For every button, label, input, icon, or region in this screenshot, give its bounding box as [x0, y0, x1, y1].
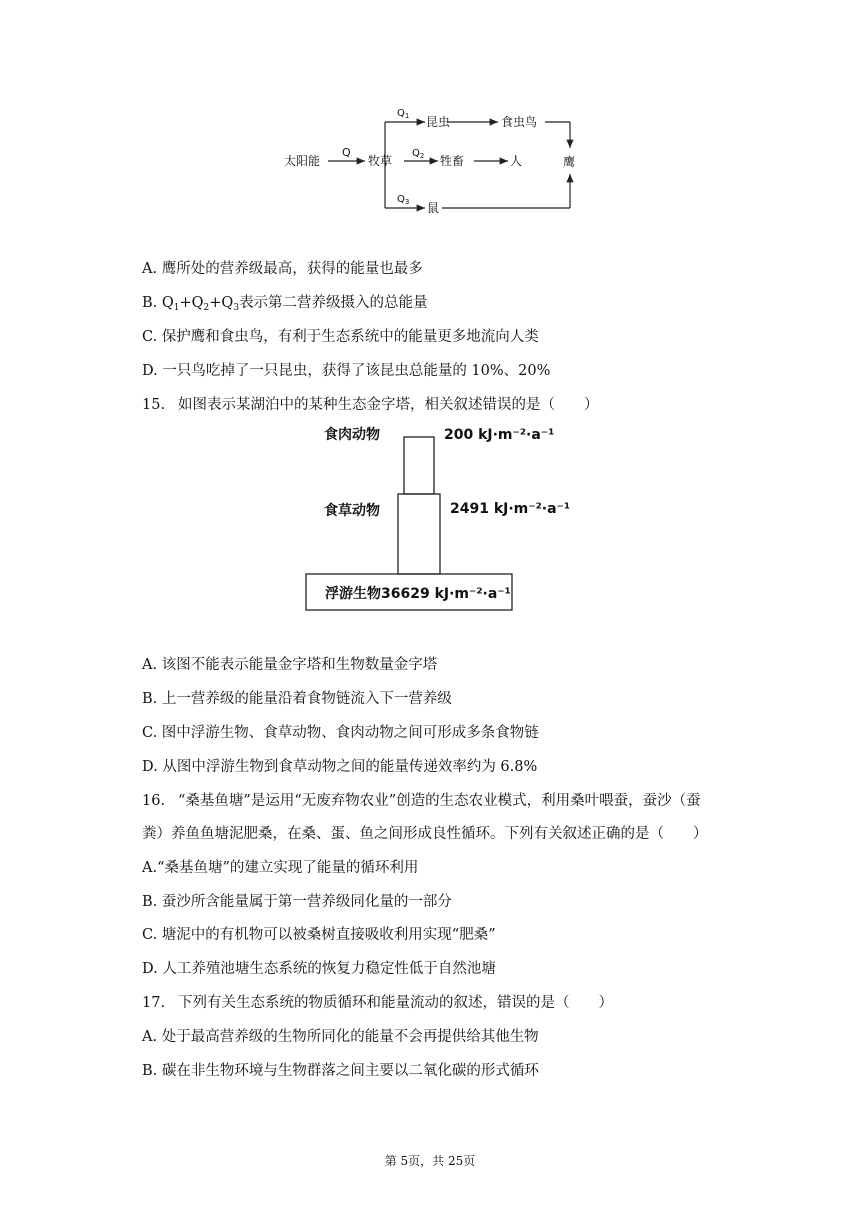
node-eagle: 鹰 — [563, 155, 576, 169]
q15-option-d: D. 从图中浮游生物到食草动物之间的能量传递效率约为 6.8% — [142, 759, 538, 775]
pyramid-top-label: 食肉动物 — [324, 427, 380, 443]
node-bird: 食虫鸟 — [501, 115, 538, 129]
page-footer: 第 5页，共 25页 — [384, 1154, 476, 1168]
q15-number: 15. — [142, 397, 166, 413]
q16-option-c: C. 塘泥中的有机物可以被桑树直接吸收利用实现“肥桑” — [142, 927, 496, 943]
q15-stem: 15. 如图表示某湖泊中的某种生态金字塔，相关叙述错误的是（ ） — [142, 397, 599, 413]
food-web-diagram — [0, 0, 860, 230]
label-q3: $Q_3$ — [397, 194, 410, 206]
q17-stem: 17. 下列有关生态系统的物质循环和能量流动的叙述，错误的是（ ） — [142, 995, 613, 1011]
pyramid-mid-value: 2491 kJ·m⁻²·a⁻¹ — [450, 501, 571, 517]
q17-option-b: B. 碳在非生物环境与生物群落之间主要以二氧化碳的形式循环 — [142, 1063, 539, 1079]
label-q2: $Q_2$ — [412, 148, 425, 160]
ecological-pyramid-diagram — [0, 415, 860, 615]
q16-stem-line2: 粪）养鱼鱼塘泥肥桑，在桑、蛋、鱼之间形成良性循环。下列有关叙述正确的是（ ） — [142, 826, 708, 842]
pyramid-top-value: 200 kJ·m⁻²·a⁻¹ — [444, 427, 555, 443]
pyramid-mid-label: 食草动物 — [324, 503, 380, 519]
q15-option-b: B. 上一营养级的能量沿着食物链流入下一营养级 — [142, 691, 452, 707]
label-q1: $Q_1$ — [397, 108, 410, 120]
q15-option-a: A. 该图不能表示能量金字塔和生物数量金字塔 — [142, 657, 438, 673]
q16-option-a: A.“桑基鱼塘”的建立实现了能量的循环利用 — [142, 860, 419, 876]
q16-option-d: D. 人工养殖池塘生态系统的恢复力稳定性低于自然池塘 — [142, 961, 496, 977]
q17-option-a: A. 处于最高营养级的生物所同化的能量不会再提供给其他生物 — [142, 1029, 539, 1045]
pyramid-mid-bar — [398, 494, 440, 574]
q14-option-b: B. $Q_1+Q_2+Q_3$表示第二营养级摄入的总能量 — [142, 295, 428, 313]
q14-option-a: A. 鹰所处的营养级最高，获得的能量也最多 — [142, 261, 423, 277]
node-rat: 鼠 — [427, 201, 440, 215]
node-livestock: 牲畜 — [440, 154, 465, 168]
label-q: Q — [342, 146, 351, 159]
q16-number: 16. — [142, 793, 166, 809]
node-sun: 太阳能 — [284, 154, 321, 168]
pyramid-bottom-text: 浮游生物36629 kJ·m⁻²·a⁻¹ — [325, 586, 511, 602]
q14-option-c: C. 保护鹰和食虫鸟，有利于生态系统中的能量更多地流向人类 — [142, 329, 539, 345]
node-grass: 牧草 — [368, 154, 393, 168]
q15-option-c: C. 图中浮游生物、食草动物、食肉动物之间可形成多条食物链 — [142, 725, 539, 741]
q16-stem-line1: 16. “桑基鱼塘”是运用“无废弃物农业”创造的生态农业模式，利用桑叶喂蚕，蚕沙（蚕 — [142, 793, 701, 809]
node-insect: 昆虫 — [426, 115, 451, 129]
q14-option-d: D. 一只鸟吃掉了一只昆虫，获得了该昆虫总能量的 10%、20% — [142, 363, 551, 379]
pyramid-top-bar — [404, 437, 434, 494]
node-human: 人 — [510, 154, 523, 168]
q17-number: 17. — [142, 995, 166, 1011]
q16-option-b: B. 蚕沙所含能量属于第一营养级同化量的一部分 — [142, 894, 452, 910]
